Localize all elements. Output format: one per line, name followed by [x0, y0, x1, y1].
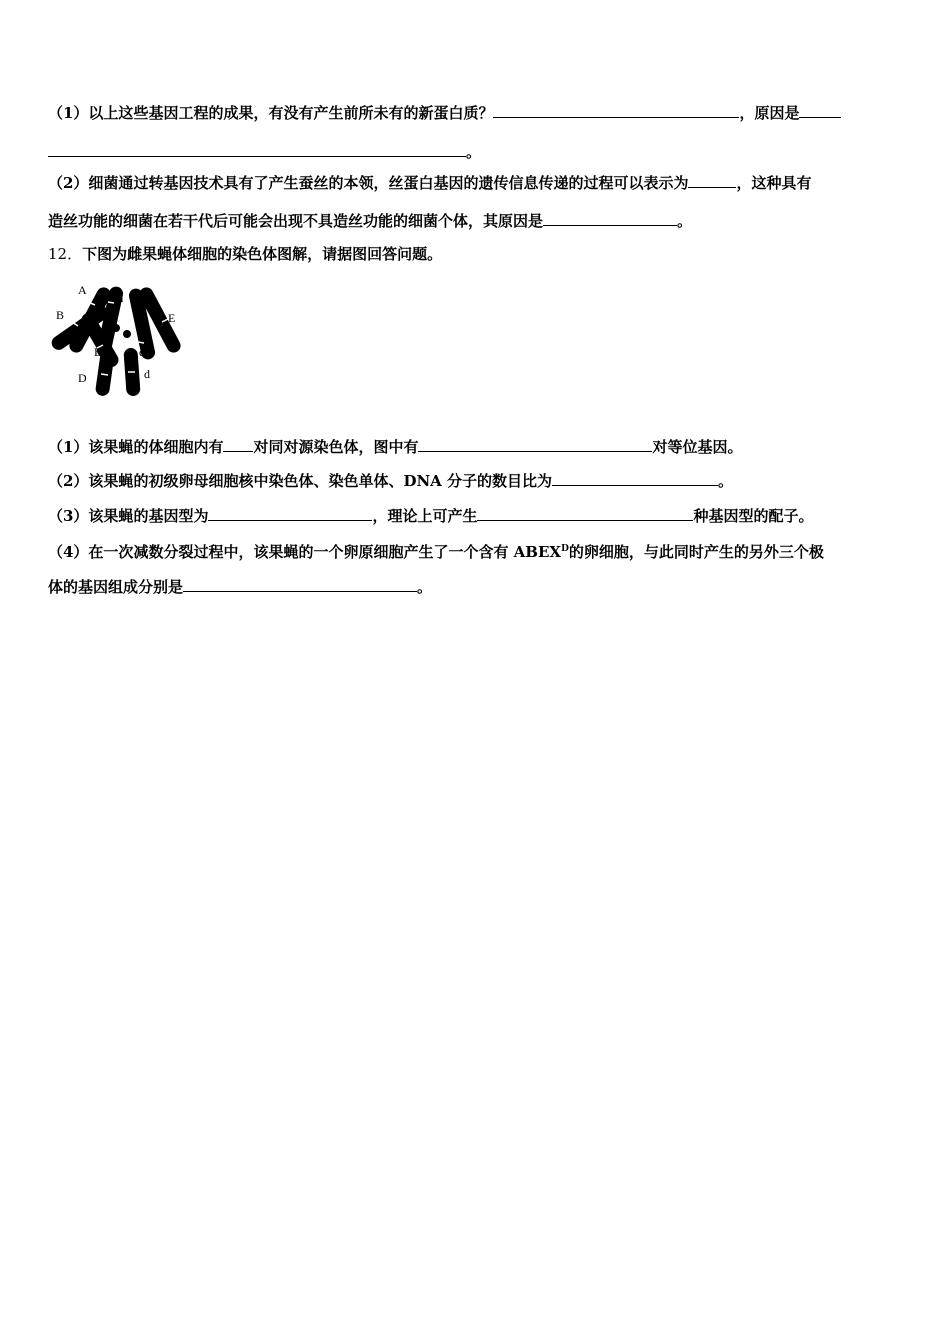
label-B-center: B: [94, 345, 103, 359]
q12-part4-line1: [48, 539, 824, 562]
chromosome-dot-1: [112, 324, 120, 332]
q11-part2-prefix: （2）细菌通过转基因技术具有了产生蚕丝的本领，丝蛋白基因的遗传信息传递的过程可以表示为: [48, 174, 689, 192]
label-B-left: B: [56, 308, 65, 322]
q11-part2-suffix: ，这种具有: [736, 174, 812, 192]
q11-part2-blank2[interactable]: [543, 210, 677, 226]
q11-part2-line2-prefix: 造丝功能的细菌在若干代后可能会出现不具造丝功能的细菌个体，其原因是: [48, 212, 544, 230]
q12-number: 12．: [48, 245, 83, 263]
q11-part1-mid: ，原因是: [739, 104, 800, 122]
q12-part3-b: ，理论上可产生: [372, 507, 478, 525]
q12-part3-c: 种基因型的配子。: [693, 507, 814, 525]
q12-part2-b: 。: [718, 472, 734, 490]
q11-part1-blank1[interactable]: [493, 102, 739, 118]
q12-part1-blank2[interactable]: [418, 436, 652, 452]
q12-part1-line: [48, 436, 742, 457]
q11-part1-line2: [48, 141, 481, 162]
q12-part2-line: [48, 470, 733, 491]
q12-stem: 下图为雌果蝇体细胞的染色体图解，请据图回答问题。: [82, 245, 443, 263]
q11-part1-line1: [48, 102, 841, 123]
q12-part3-blank1[interactable]: [208, 505, 372, 521]
label-e: e: [139, 345, 145, 359]
q12-part2-blank[interactable]: [552, 470, 718, 486]
q12-part4-b: 的卵细胞，与此同时产生的另外三个极: [568, 543, 824, 561]
label-d: d: [144, 367, 150, 381]
q12-part3-line: [48, 505, 813, 526]
q12-stem-line: [48, 244, 442, 264]
q12-part1-a: （1）该果蝇的体细胞内有: [48, 438, 224, 456]
q12-part2-a: （2）该果蝇的初级卵母细胞核中染色体、染色单体、DNA 分子的数目比为: [48, 472, 553, 490]
chromosome-diagram: [50, 272, 190, 402]
q12-part4-end: 。: [417, 578, 433, 596]
q12-part1-blank1[interactable]: [223, 436, 253, 452]
q12-part1-b: 对同对源染色体，图中有: [253, 438, 419, 456]
q12-part3-a: （3）该果蝇的基因型为: [48, 507, 209, 525]
label-D: D: [78, 371, 87, 385]
label-E: E: [168, 311, 176, 325]
q12-part1-c: 对等位基因。: [652, 438, 743, 456]
q11-part2-line2: [48, 210, 692, 231]
q12-part3-blank2[interactable]: [477, 505, 693, 521]
q11-part1-blank2a[interactable]: [799, 102, 841, 118]
q11-part1-blank2b[interactable]: [48, 141, 466, 157]
q12-part4-a: （4）在一次减数分裂过程中，该果蝇的一个卵原细胞产生了一个含有 ABEX: [48, 543, 562, 561]
q11-part2-blank1[interactable]: [688, 172, 736, 188]
q12-part4-sup: D: [561, 544, 569, 554]
q11-part2-line1: [48, 172, 811, 193]
label-A: A: [78, 283, 87, 297]
label-a: a: [118, 291, 124, 305]
q11-part1-end: 。: [466, 143, 482, 161]
chromosome-dot-2: [123, 330, 131, 338]
q12-part4-blank[interactable]: [183, 576, 417, 592]
q12-part4-line2-text: 体的基因组成分别是: [48, 578, 184, 596]
q12-part4-line2: [48, 576, 432, 597]
q11-part1-prefix: （1）以上这些基因工程的成果，有没有产生前所未有的新蛋白质？: [48, 104, 494, 122]
q11-part2-end: 。: [677, 212, 693, 230]
